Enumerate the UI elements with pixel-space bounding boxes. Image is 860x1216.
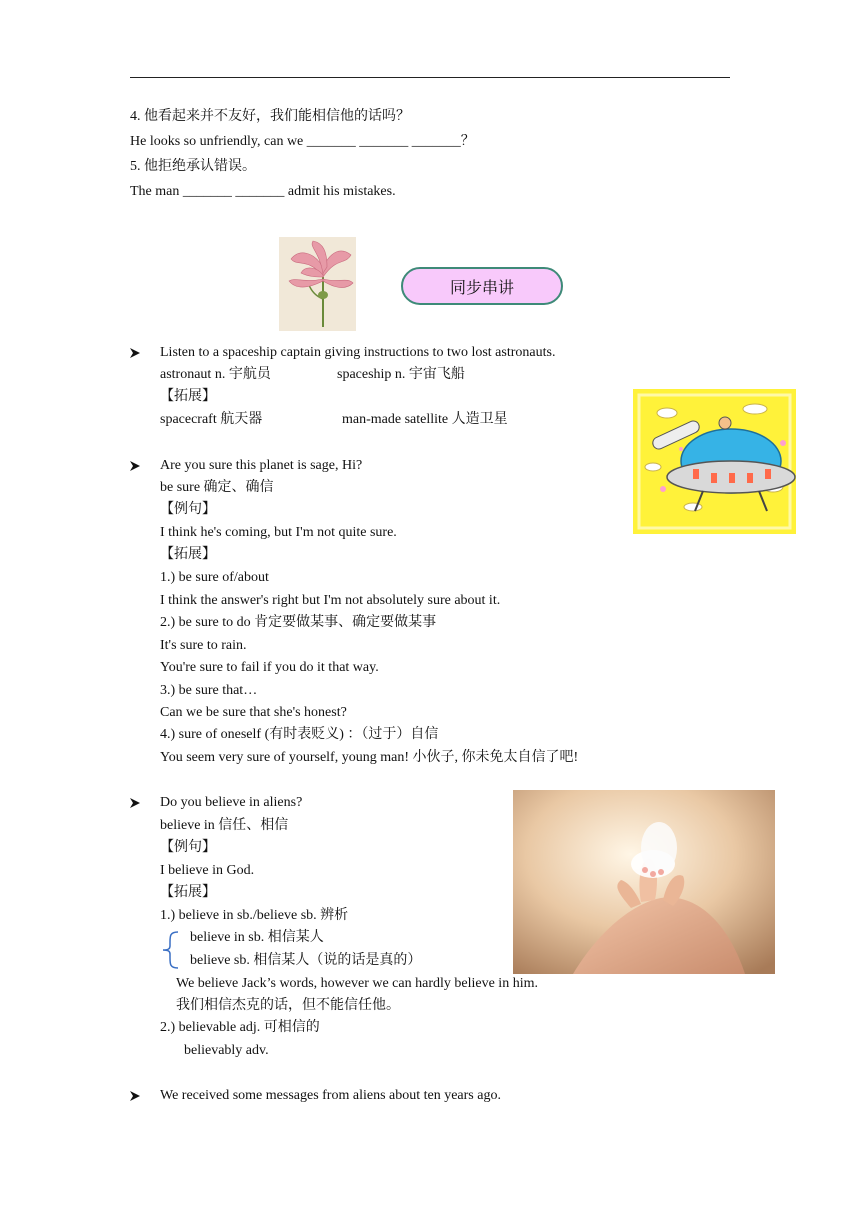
s2-line: I think the answer's right but I'm not absolutely sure about it. xyxy=(160,593,501,608)
s1-vocab-spacecraft: spacecraft 航天器 xyxy=(160,412,263,427)
s2-line: 1.) be sure of/about xyxy=(160,570,269,585)
s1-vocab-astronaut: astronaut n. 宇航员 xyxy=(160,367,271,382)
q5-chinese: 5. 他拒绝承认错误。 xyxy=(130,159,256,174)
s3-brace-a: believe in sb. 相信某人 xyxy=(190,930,324,945)
spaceship-cartoon xyxy=(633,389,796,534)
s3-example-label: 【例句】 xyxy=(160,840,216,855)
s1-vocab-satellite: man-made satellite 人造卫星 xyxy=(342,412,508,427)
s1-vocab-spaceship: spaceship n. 宇宙飞船 xyxy=(337,367,465,382)
s3-item1: 1.) believe in sb./believe sb. 辨析 xyxy=(160,908,349,923)
cat-paw-hand-photo xyxy=(513,790,775,974)
q4-english: He looks so unfriendly, can we _______ _______ _______？ xyxy=(130,134,475,149)
section-title-badge xyxy=(401,267,563,305)
curly-brace-icon xyxy=(160,930,182,975)
s2-line: Can we be sure that she's honest? xyxy=(160,705,347,720)
s2-sentence: Are you sure this planet is sage, Hi? xyxy=(160,458,363,473)
arrow-bullet-icon xyxy=(129,347,141,359)
s2-line: I think he's coming, but I'm not quite sure. xyxy=(160,525,397,540)
arrow-bullet-icon xyxy=(129,797,141,809)
section-title: 同步串讲 xyxy=(449,277,514,297)
s3-item2b: believably adv. xyxy=(184,1043,269,1058)
s3-brace-b: believe sb. 相信某人（说的话是真的） xyxy=(190,953,422,968)
flower-illustration xyxy=(279,237,356,331)
s2-line: You're sure to fail if you do it that way. xyxy=(160,660,379,675)
s2-line: You seem very sure of yourself, young man! 小伙子, 你未免太自信了吧! xyxy=(160,750,579,765)
s3-sentence: Do you believe in aliens? xyxy=(160,795,303,810)
s1-expand-label: 【拓展】 xyxy=(160,389,216,404)
s2-line: 2.) be sure to do 肯定要做某事、确定要做某事 xyxy=(160,615,437,630)
q5-english: The man _______ _______ admit his mistakes. xyxy=(130,184,396,199)
q4-chinese: 4. 他看起来并不友好，我们能相信他的话吗？ xyxy=(130,109,410,124)
arrow-bullet-icon xyxy=(129,460,141,472)
s2-line: 3.) be sure that… xyxy=(160,683,258,698)
s2-line: 4.) sure of oneself (有时表贬义) ：（过于）自信 xyxy=(160,727,439,742)
arrow-bullet-icon xyxy=(129,1090,141,1102)
s4-sentence: We received some messages from aliens about ten years ago. xyxy=(160,1088,501,1103)
s3-example-cn: 我们相信杰克的话，但不能信任他。 xyxy=(176,998,400,1013)
s3-example-en: We believe Jack’s words, however we can hardly believe in him. xyxy=(176,976,538,991)
s2-line: be sure 确定、确信 xyxy=(160,480,274,495)
s3-example: I believe in God. xyxy=(160,863,255,878)
header-rule xyxy=(130,77,730,78)
s3-line1: believe in 信任、相信 xyxy=(160,818,289,833)
s2-line: It's sure to rain. xyxy=(160,638,247,653)
s2-line: 【例句】 xyxy=(160,502,216,517)
s2-line: 【拓展】 xyxy=(160,547,216,562)
s3-item2: 2.) believable adj. 可相信的 xyxy=(160,1020,320,1035)
s3-expand-label: 【拓展】 xyxy=(160,885,216,900)
s1-sentence: Listen to a spaceship captain giving instructions to two lost astronauts. xyxy=(160,345,556,360)
